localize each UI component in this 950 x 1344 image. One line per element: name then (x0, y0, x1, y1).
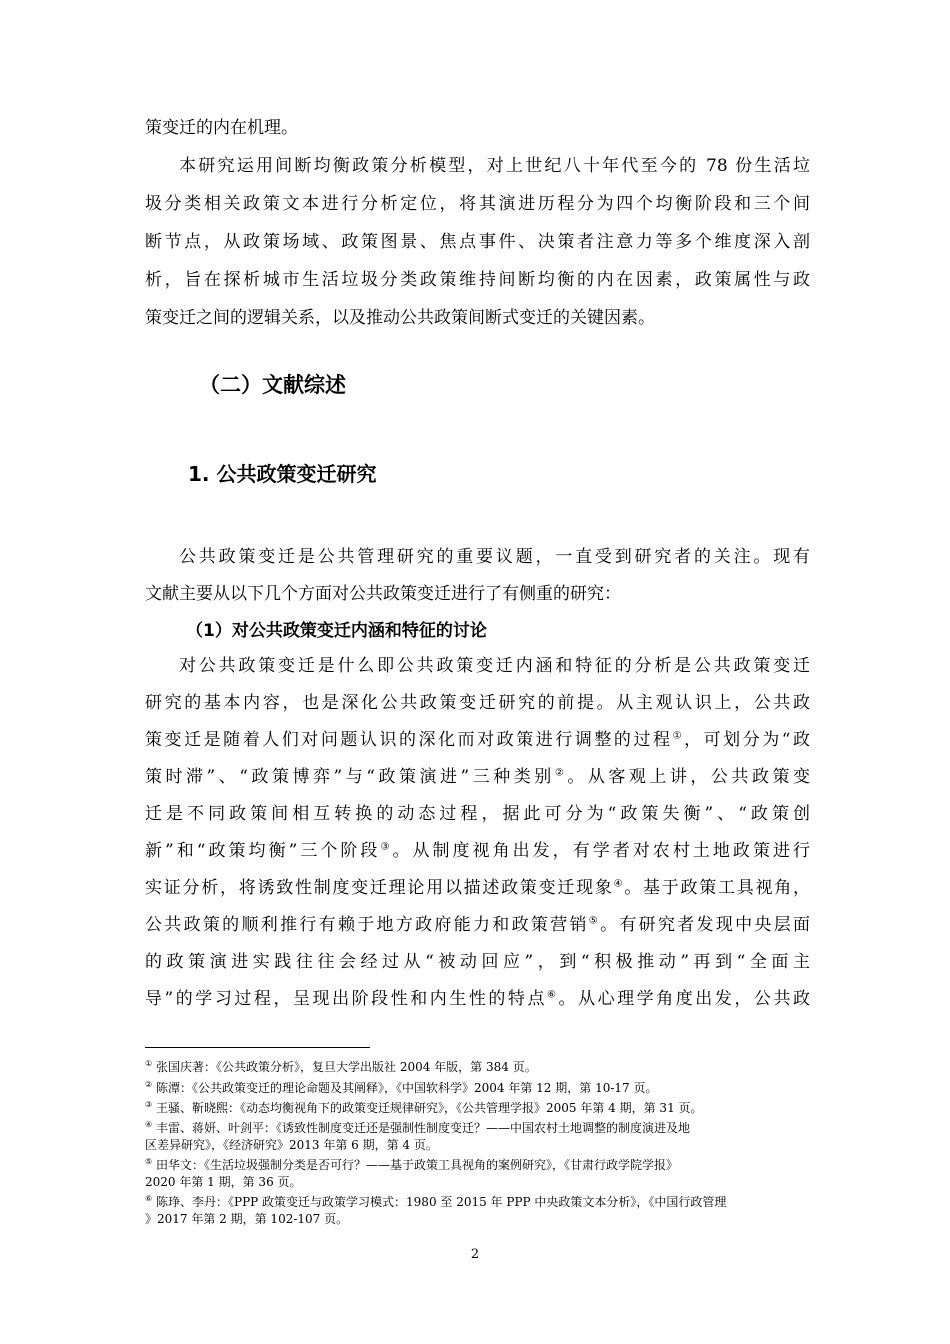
footnote-mark: ④ (145, 1120, 153, 1129)
body-line (145, 913, 810, 937)
footnote-continuation: 区差异研究》，《经济研究》2013 年第 6 期，第 4 页。 (145, 1138, 438, 1152)
footnote-mark: ① (145, 1059, 153, 1068)
footnote-mark: ③ (145, 1100, 153, 1109)
footnote (145, 1120, 813, 1136)
subheading: （1）对公共政策变迁内涵和特征的讨论 (186, 621, 487, 641)
footnote-separator (145, 1047, 370, 1048)
body-line: 迁是不同政策间相互转换的动态过程，据此可分为“政策失衡”、“政策创 (145, 804, 810, 824)
body-line: 本研究运用间断均衡政策分析模型，对上世纪八十年代至今的 78 份生活垃 (179, 156, 810, 176)
body-text: 策时滞”、“政策博弈”与“政策演进”三种类别 (145, 767, 555, 787)
body-line (145, 876, 810, 900)
body-text: 公共政策的顺利推行有赖于地方政府能力和政策营销 (145, 915, 589, 935)
footnote-text: 陈琤、李丹：《PPP 政策变迁与政策学习模式：1980 至 2015 年 PPP 中央政策文本分析》，《中国行政管理 (156, 1195, 727, 1209)
body-text: 。基于政策工具视角， (624, 878, 811, 898)
footnote-continuation: 》2017 年第 2 期，第 102-107 页。 (145, 1212, 349, 1226)
footnote (145, 1059, 813, 1075)
body-text: 新”和“政策均衡”三个阶段 (145, 841, 381, 861)
body-text: 。从客观上讲，公共政策变 (567, 767, 810, 787)
footnote-mark: ⑥ (145, 1194, 153, 1203)
body-text: ，可划分为“政 (684, 730, 811, 750)
footnote-text: 田华文：《生活垃圾强制分类是否可行？——基于政策工具视角的案例研究》，《甘肃行政学院学报》 (156, 1158, 679, 1172)
body-line: 断节点，从政策场域、政策图景、焦点事件、决策者注意力等多个维度深入剖 (145, 232, 810, 252)
body-line (145, 839, 810, 863)
footnote-ref[interactable]: ② (554, 767, 568, 779)
body-text: 实证分析，将诱致性制度变迁理论用以描述政策变迁现象 (145, 878, 614, 898)
body-line: 研究的基本内容，也是深化公共政策变迁研究的前提。从主观认识上，公共政 (145, 693, 810, 713)
footnote-text: 王骚、靳晓熙：《动态均衡视角下的政策变迁规律研究》，《公共管理学报》2005 年第 4 期，第 31 页。 (156, 1101, 703, 1115)
body-text: 。从心理学角度出发，公共政 (558, 989, 810, 1009)
footnote-text: 丰雷、蒋妍、叶剑平：《诱致性制度变迁还是强制性制度变迁？——中国农村土地调整的制度演进及地 (156, 1121, 691, 1135)
body-line: 文献主要从以下几个方面对公共政策变迁进行了有侧重的研究： (145, 584, 621, 604)
footnote-mark: ⑤ (145, 1157, 153, 1166)
body-line: 析，旨在探析城市生活垃圾分类政策维持间断均衡的内在因素，政策属性与政 (145, 270, 810, 290)
footnote (145, 1157, 813, 1173)
footnote-mark: ② (145, 1080, 153, 1089)
footnote (145, 1080, 813, 1096)
body-line: 圾分类相关政策文本进行分析定位，将其演进历程分为四个均衡阶段和三个间 (145, 194, 810, 214)
footnote-ref[interactable]: ⑥ (547, 989, 559, 1001)
page-number: 2 (470, 1247, 480, 1262)
footnote-ref[interactable]: ④ (613, 878, 625, 890)
body-text: 导”的学习过程，呈现出阶段性和内生性的特点 (145, 989, 548, 1009)
footnote-ref[interactable]: ⑤ (588, 915, 601, 927)
footnote-ref[interactable]: ③ (380, 841, 393, 853)
footnote-text: 张国庆著：《公共政策分析》，复旦大学出版社 2004 年版，第 384 页。 (156, 1060, 537, 1074)
footnote-text: 陈潭：《公共政策变迁的理论命题及其阐释》，《中国软科学》2004 年第 12 期，第 10-17 页。 (156, 1081, 658, 1095)
footnote-continuation: 2020 年第 1 期，第 36 页。 (145, 1175, 302, 1189)
body-text: 策变迁是随着人们对问题认识的深化而对政策进行调整的过程 (145, 730, 673, 750)
body-line (145, 765, 810, 789)
footnote (145, 1194, 813, 1210)
body-line: 的政策演进实践往往会经过从“被动回应”，到“积极推动”再到“全面主 (145, 952, 810, 972)
body-line: 对公共政策变迁是什么即公共政策变迁内涵和特征的分析是公共政策变迁 (179, 656, 810, 676)
body-line: 策变迁的内在机理。 (145, 118, 298, 138)
subsection-heading: 1. 公共政策变迁研究 (188, 462, 377, 486)
section-heading: （二）文献综述 (199, 373, 346, 397)
body-text: 。有研究者发现中央层面 (600, 915, 811, 935)
body-line (145, 987, 810, 1011)
body-line: 策变迁之间的逻辑关系，以及推动公共政策间断式变迁的关键因素。 (145, 308, 655, 328)
footnote (145, 1100, 813, 1116)
footnote-ref[interactable]: ① (672, 730, 685, 742)
body-line: 公共政策变迁是公共管理研究的重要议题，一直受到研究者的关注。现有 (179, 547, 810, 567)
body-line (145, 728, 810, 752)
body-text: 。从制度视角出发，有学者对农村土地政策进行 (392, 841, 810, 861)
